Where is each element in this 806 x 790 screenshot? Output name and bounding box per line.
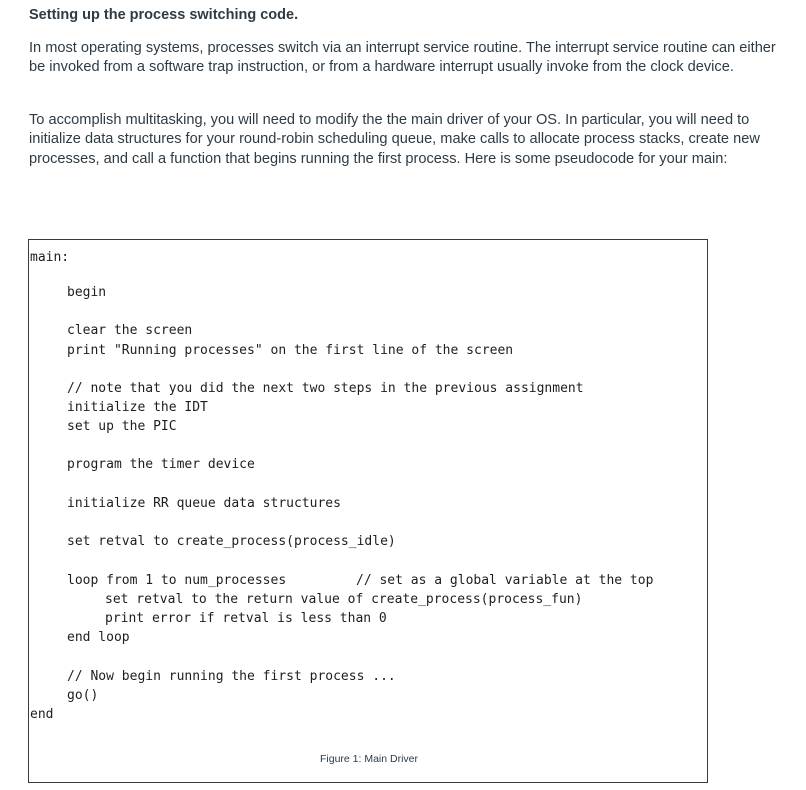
code-clear-screen: clear the screen (67, 323, 193, 338)
code-loop-start: loop from 1 to num_processes (67, 573, 287, 588)
code-loop-comment: // set as a global variable at the top (356, 573, 654, 588)
code-begin: begin (67, 285, 107, 300)
code-init-idt: initialize the IDT (67, 400, 208, 415)
code-end: end (30, 707, 54, 722)
pseudocode-figure (28, 239, 708, 783)
code-go: go() (67, 688, 99, 703)
code-set-retval-idle: set retval to create_process(process_idle) (67, 534, 396, 549)
code-init-rr-queue: initialize RR queue data structures (67, 496, 341, 511)
figure-caption: Figure 1: Main Driver (319, 753, 419, 765)
code-print-running: print "Running processes" on the first line of the screen (67, 343, 514, 358)
section-heading: Setting up the process switching code. (29, 7, 299, 23)
paragraph-intro: In most operating systems, processes switch via an interrupt service routine. The interrupt service routine can either be invoked from a software trap instruction, or from a hardware interrupt usually invoke from the clock device. (29, 40, 776, 76)
code-setup-pic: set up the PIC (67, 419, 177, 434)
paragraph-multitasking: To accomplish multitasking, you will need to modify the the main driver of your OS. In particular, you will need to initialize data structures for your round-robin scheduling queue, make calls to allocate process stacks, create new processes, and call a function that begins running the first process. Here is some pseudocode for your main: (29, 112, 760, 167)
code-comment-begin: // Now begin running the first process ... (67, 669, 396, 684)
code-main-label: main: (30, 250, 70, 265)
code-print-error: print error if retval is less than 0 (105, 611, 387, 626)
code-program-timer: program the timer device (67, 457, 255, 472)
code-end-loop: end loop (67, 630, 130, 645)
code-comment-previous: // note that you did the next two steps in the previous assignment (67, 381, 584, 396)
code-set-retval-fun: set retval to the return value of create_process(process_fun) (105, 592, 583, 607)
